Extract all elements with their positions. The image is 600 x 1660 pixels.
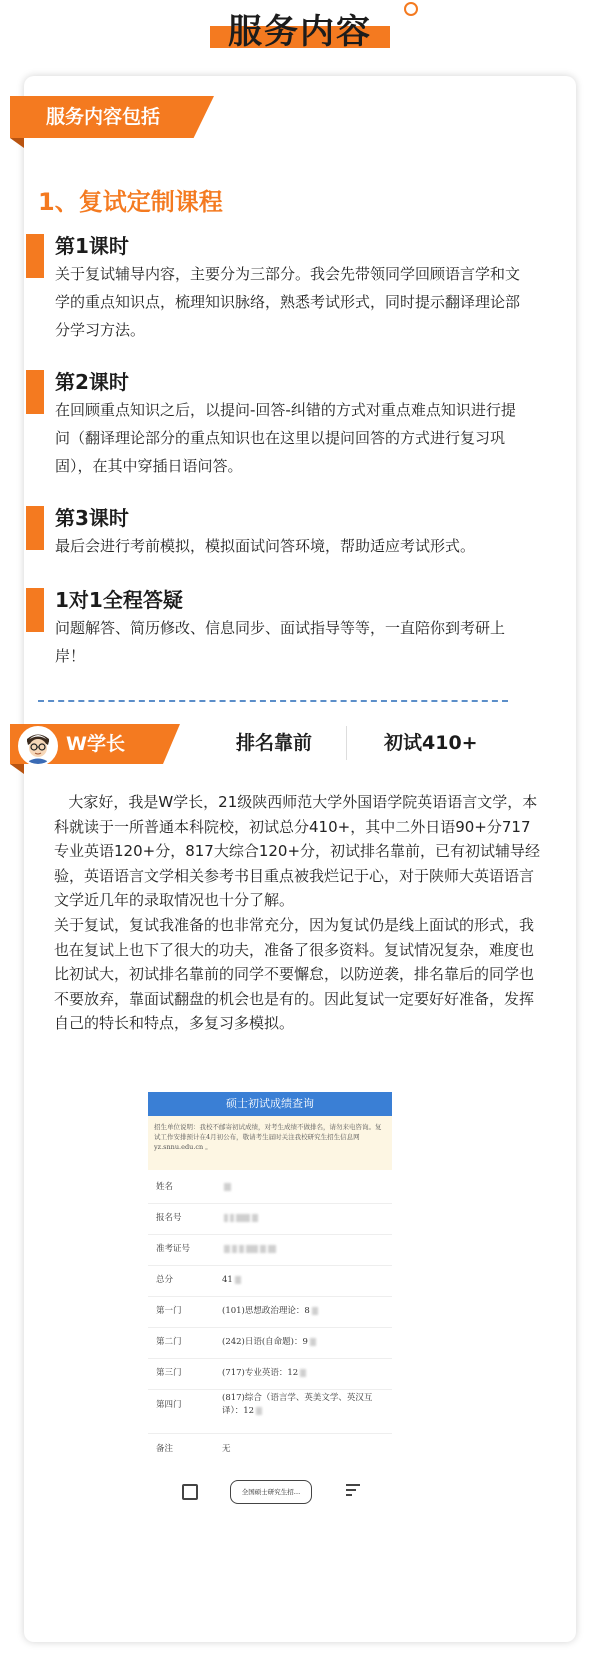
lesson-title: 第3课时: [55, 506, 129, 530]
score-row-examno: 准考证号: [148, 1234, 392, 1266]
score-note: [148, 1116, 392, 1170]
intro-paragraph: 大家好，我是W学长，21级陕西师范大学外国语学院英语语言文学，本科就读于一所普通本科院校，初试总分410+，其中二外日语90+分717专业英语120+分，817大综合120+分，初试排名靠前，已有初试辅导经验，英语语言文学相关参考书目重点被我烂记于心，对于陕师大英语语言文学近几年的录取情况也十分了解。: [54, 793, 541, 910]
dashed-divider: [38, 700, 508, 702]
lesson-title: 第2课时: [55, 370, 129, 394]
lesson-body: 最后会进行考前模拟，模拟面试问答环境，帮助适应考试形式。: [55, 537, 476, 555]
score-screenshot: [148, 1092, 392, 1510]
page-title: 服务内容: [228, 12, 372, 52]
mentor-rank-stat: 排名靠前: [236, 732, 313, 754]
score-row-name: 姓名: [148, 1172, 392, 1204]
score-row-total: 总分 41: [148, 1265, 392, 1297]
score-row-subject4: 第四门 (817)综合（语言学、英美文学、英汉互译）：12: [148, 1389, 392, 1434]
avatar-icon: [18, 726, 58, 766]
course-title: 1、复试定制课程: [38, 188, 223, 216]
circle-decoration-icon: [404, 2, 418, 16]
mentor-name: W学长: [66, 733, 125, 755]
service-card: [24, 76, 576, 1642]
ribbon-fold: [10, 764, 24, 774]
score-row-regno: 报名号: [148, 1203, 392, 1235]
lesson-title: 第1课时: [55, 234, 129, 258]
score-note-text: 招生单位说明：我校不邮寄初试成绩，对考生成绩不做排名，请勿来电咨询。复试工作安排预计在4月初公布，敬请考生届时关注我校研究生招生信息网 yz.snnu.edu.cn 。: [154, 1123, 382, 1151]
mentor-score-stat: 初试410+: [384, 732, 478, 754]
ribbon-fold: [10, 138, 24, 148]
score-row-subject1: 第一门 (101)思想政治理论：8: [148, 1296, 392, 1328]
score-header: 硕士初试成绩查询: [148, 1092, 392, 1116]
lesson-marker-bar: [26, 506, 44, 550]
lesson-title: 1对1全程答疑: [55, 588, 183, 612]
lesson-body: 问题解答、简历修改、信息同步、面试指导等等，一直陪你到考研上岸！: [55, 619, 506, 665]
score-row-subject3: 第三门 (717)专业英语：12: [148, 1358, 392, 1390]
section-tag-label: 服务内容包括: [46, 106, 161, 128]
lesson-body: 在回顾重点知识之后，以提问-回答-纠错的方式对重点难点知识进行提问（翻译理论部分的重点知识也在这里以提问回答的方式进行复习巩固），在其中穿插日语问答。: [55, 401, 516, 475]
lesson-marker-bar: [26, 588, 44, 632]
lesson-body: 关于复试辅导内容，主要分为三部分。我会先带领同学回顾语言学和文学的重点知识点，梳理知识脉络，熟悉考试形式，同时提示翻译理论部分学习方法。: [55, 265, 521, 339]
lesson-marker-bar: [26, 234, 44, 278]
score-row-remark: 备注 无: [156, 1444, 231, 1454]
lesson-marker-bar: [26, 370, 44, 414]
back-icon[interactable]: [182, 1484, 198, 1500]
score-row-subject2: 第二门 (242)日语(自命题)：9: [148, 1327, 392, 1359]
score-footer-bar: [148, 1474, 392, 1510]
app-title-pill[interactable]: 全国硕士研究生招…: [230, 1480, 312, 1504]
intro-paragraph: 关于复试，复试我准备的也非常充分，因为复试仍是线上面试的形式，我也在复试上也下了很大的功夫，准备了很多资料。复试情况复杂，难度也比初试大，初试排名靠前的同学不要懈怠，以防逆袭，排名靠后的同学也不要放弃，靠面试翻盘的机会也是有的。因此复试一定要好好准备，发挥自己的特长和特点，多复习多模拟。: [54, 915, 535, 1033]
page-header: [0, 0, 600, 60]
mentor-tag: [10, 724, 180, 764]
section-tag: [10, 96, 214, 138]
stat-separator: [346, 726, 347, 760]
mentor-intro: [54, 790, 544, 1036]
menu-icon[interactable]: [346, 1484, 360, 1499]
